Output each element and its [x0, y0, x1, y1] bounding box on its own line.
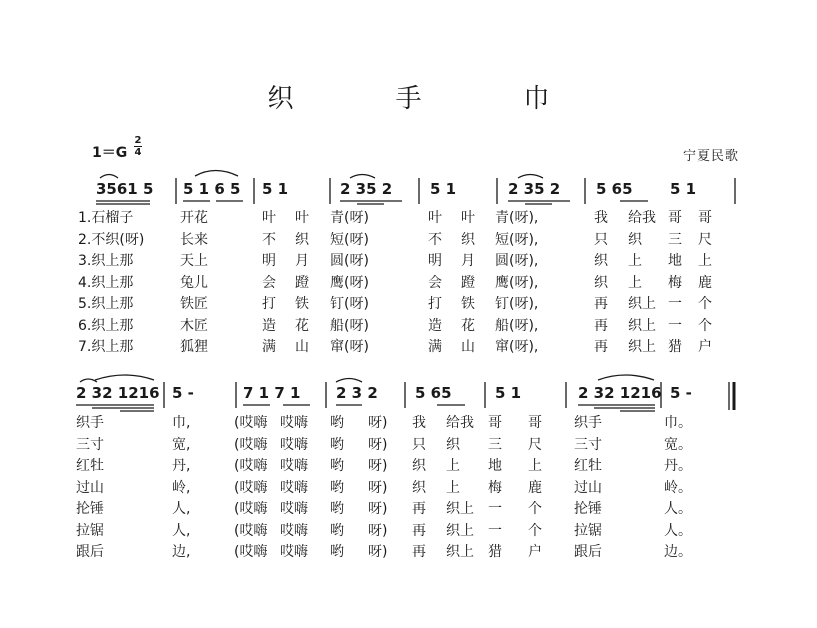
lyric-syllable: 哎嗨	[280, 522, 308, 539]
lyric-syllable: 上	[446, 458, 460, 474]
lyric-syllable: 呀)	[368, 522, 388, 539]
key-signature: 1＝G	[92, 145, 128, 161]
lyric-syllable: 上	[698, 253, 712, 269]
lyric-syllable: 哟	[330, 458, 344, 474]
lyric-syllable: 个	[528, 501, 542, 517]
lyric-syllable: 5.织上那	[78, 296, 134, 312]
lyric-syllable: 只	[594, 231, 608, 248]
song-title: 织 手 巾	[267, 84, 588, 114]
time-signature-bottom: 4	[134, 147, 142, 158]
lyric-syllable: 鹿	[528, 479, 542, 496]
lyric-syllable: 会	[428, 274, 442, 291]
lyric-syllable: 织	[461, 231, 475, 248]
lyric-syllable: 不	[428, 231, 442, 248]
lyric-syllable: 造	[262, 317, 276, 334]
lyric-syllable: 跟后	[76, 544, 104, 560]
lyric-syllable: 猎	[668, 339, 682, 355]
lyric-syllable: 船(呀)	[330, 317, 369, 334]
lyric-syllable: 青(呀)	[330, 210, 369, 226]
lyric-syllable: 猎	[488, 544, 502, 560]
lyric-syllable: 织	[446, 436, 460, 453]
lyric-syllable: 明	[428, 253, 442, 269]
slur	[95, 375, 154, 380]
lyric-syllable: 再	[594, 339, 608, 355]
lyric-syllable: 丹。	[664, 458, 692, 474]
lyric-syllable: 再	[594, 296, 608, 312]
lyric-syllable: 人。	[664, 522, 692, 539]
lyric-syllable: 哎嗨	[280, 544, 308, 560]
lyric-syllable: 船(呀),	[495, 317, 539, 334]
lyric-syllable: 哟	[330, 436, 344, 453]
lyric-syllable: 地	[488, 458, 502, 474]
lyric-syllable: 短(呀)	[330, 231, 369, 248]
lyric-syllable: 梅	[488, 479, 502, 496]
lyric-syllable: 钉(呀),	[495, 296, 539, 312]
lyric-syllable: 过山	[574, 479, 602, 496]
measure: 7 1 7 1	[243, 384, 301, 402]
lyric-syllable: 月	[295, 253, 309, 269]
lyric-syllable: 再	[412, 501, 426, 517]
lyric-syllable: 2.不织(呀)	[78, 231, 145, 248]
measure: 5 65	[415, 384, 452, 402]
lyric-syllable: 哥	[528, 415, 542, 431]
lyric-syllable: 月	[461, 253, 475, 269]
lyric-syllable: 个	[528, 522, 542, 539]
measure: 5 1	[430, 180, 457, 198]
lyric-syllable: 抡锤	[76, 501, 104, 517]
measure: 2 3 2	[336, 384, 378, 402]
lyric-syllable: (哎嗨	[234, 458, 268, 474]
lyric-syllable: 明	[262, 253, 276, 269]
lyric-syllable: 尺	[698, 231, 712, 248]
lyric-syllable: 边,	[172, 544, 191, 560]
lyric-syllable: 一	[488, 501, 502, 517]
lyric-syllable: 织上	[446, 544, 474, 560]
slur	[336, 379, 362, 383]
lyric-syllable: 个	[698, 317, 712, 334]
lyric-syllable: 打	[428, 296, 442, 312]
lyric-syllable: 哟	[330, 479, 344, 496]
lyric-syllable: 铁	[295, 296, 309, 312]
lyric-syllable: 长来	[180, 231, 208, 248]
lyric-syllable: 造	[428, 317, 442, 334]
lyric-syllable: 呀)	[368, 436, 388, 453]
lyric-syllable: 织	[412, 479, 426, 496]
lyric-syllable: 再	[412, 544, 426, 560]
lyric-syllable: 三	[668, 231, 682, 248]
lyric-syllable: 织手	[574, 415, 602, 431]
slur	[195, 171, 238, 177]
lyric-syllable: 岭。	[664, 479, 692, 496]
lyric-syllable: 丹,	[172, 458, 191, 474]
lyric-syllable: 叶	[428, 210, 442, 226]
lyric-syllable: 三寸	[574, 436, 602, 453]
lyric-syllable: 叶	[262, 210, 276, 226]
lyric-syllable: 上	[628, 253, 642, 269]
lyric-syllable: 叶	[461, 210, 475, 226]
slur	[80, 379, 97, 382]
slur	[350, 175, 375, 179]
lyric-syllable: 哥	[668, 210, 682, 226]
lyric-syllable: 4.织上那	[78, 274, 134, 291]
lyric-syllable: 1.石榴子	[78, 210, 134, 226]
lyric-syllable: 青(呀),	[495, 210, 539, 226]
measure: 5 1	[495, 384, 522, 402]
slur	[518, 175, 543, 179]
lyric-syllable: 织	[628, 231, 642, 248]
measure: 2 32 1216	[578, 384, 662, 402]
lyric-syllable: 宽。	[664, 436, 692, 453]
lyric-syllable: 人,	[172, 522, 191, 539]
lyric-syllable: 边。	[664, 544, 692, 560]
lyric-syllable: 打	[262, 296, 276, 312]
lyric-syllable: 抡锤	[574, 501, 602, 517]
lyric-syllable: 一	[668, 296, 682, 312]
lyric-syllable: 只	[412, 436, 426, 453]
measure: 2 32 1216	[76, 384, 160, 402]
lyric-syllable: 窜(呀)	[330, 339, 369, 355]
lyric-syllable: 织	[594, 253, 608, 269]
lyric-syllable: 窜(呀),	[495, 339, 539, 355]
slur	[598, 375, 654, 380]
lyric-syllable: 织上	[628, 339, 656, 355]
lyric-syllable: 户	[528, 544, 542, 560]
lyric-syllable: 哥	[488, 415, 502, 431]
lyric-syllable: 给我	[628, 210, 656, 226]
lyric-syllable: 呀)	[368, 544, 388, 560]
lyric-syllable: 三寸	[76, 436, 104, 453]
lyric-syllable: 上	[528, 458, 542, 474]
lyric-syllable: 我	[412, 415, 426, 431]
lyric-syllable: 红牡	[574, 458, 602, 474]
lyric-syllable: 红牡	[76, 458, 104, 474]
lyric-syllable: 宽,	[172, 436, 191, 453]
lyric-syllable: 给我	[446, 415, 474, 431]
lyric-syllable: (哎嗨	[234, 501, 268, 517]
time-signature-top: 2	[134, 135, 142, 146]
lyric-syllable: 呀)	[368, 458, 388, 474]
song-source: 宁夏民歌	[683, 149, 740, 164]
lyric-syllable: 山	[295, 339, 309, 355]
lyric-syllable: 三	[488, 436, 502, 453]
lyric-syllable: 拉锯	[574, 522, 602, 539]
measure: 5 1 6 5	[183, 180, 241, 198]
lyric-syllable: 织上	[446, 522, 474, 539]
lyric-syllable: 我	[594, 210, 608, 226]
lyric-syllable: 上	[628, 274, 642, 291]
lyric-syllable: 鹰(呀),	[495, 274, 539, 291]
lyric-syllable: 花	[295, 317, 309, 334]
lyric-syllable: 蹬	[461, 274, 475, 291]
lyric-syllable: (哎嗨	[234, 479, 268, 496]
lyric-syllable: 3.织上那	[78, 253, 134, 269]
lyric-syllable: 哎嗨	[280, 501, 308, 517]
measure: 3561 5	[96, 180, 154, 198]
lyric-syllable: 7.织上那	[78, 339, 134, 355]
lyric-syllable: 人,	[172, 501, 191, 517]
lyric-syllable: 呀)	[368, 501, 388, 517]
lyric-syllable: 哎嗨	[280, 479, 308, 496]
lyric-syllable: 巾。	[664, 415, 692, 431]
measure: 2 35 2	[508, 180, 561, 198]
lyric-syllable: (哎嗨	[234, 436, 268, 453]
lyric-syllable: 满	[262, 339, 276, 355]
measure: 5 1	[262, 180, 289, 198]
lyric-syllable: 哟	[330, 544, 344, 560]
lyric-syllable: 地	[668, 253, 682, 269]
lyric-syllable: 鹰(呀)	[330, 274, 369, 291]
measure: 5 -	[172, 384, 194, 402]
lyric-syllable: 再	[412, 522, 426, 539]
lyric-syllable: 织上	[446, 501, 474, 517]
lyric-syllable: 个	[698, 296, 712, 312]
lyric-syllable: 不	[262, 231, 276, 248]
lyric-syllable: (哎嗨	[234, 415, 268, 431]
lyric-syllable: 哟	[330, 522, 344, 539]
measure: 5 65	[596, 180, 633, 198]
lyric-syllable: (哎嗨	[234, 544, 268, 560]
lyric-syllable: 岭,	[172, 479, 191, 496]
lyric-syllable: 开花	[180, 210, 208, 226]
lyric-syllable: 织手	[76, 415, 104, 431]
lyric-syllable: 织上	[628, 317, 656, 334]
lyric-syllable: 短(呀),	[495, 231, 539, 248]
lyric-syllable: 一	[488, 522, 502, 539]
lyric-syllable: 铁	[461, 296, 475, 312]
lyric-syllable: 织	[594, 274, 608, 291]
lyric-syllable: 蹬	[295, 274, 309, 291]
lyric-syllable: 木匠	[180, 317, 208, 334]
lyric-syllable: 一	[668, 317, 682, 334]
measure: 5 -	[670, 384, 692, 402]
lyric-syllable: 天上	[180, 253, 208, 269]
lyric-syllable: 圆(呀),	[495, 253, 539, 269]
lyric-syllable: 山	[461, 339, 475, 355]
measure: 2 35 2	[340, 180, 393, 198]
lyric-syllable: 上	[446, 479, 460, 496]
lyric-syllable: 哎嗨	[280, 458, 308, 474]
lyric-syllable: 哟	[330, 415, 344, 431]
lyric-syllable: 会	[262, 274, 276, 291]
lyric-syllable: 尺	[528, 436, 542, 453]
lyric-syllable: 钉(呀)	[330, 296, 369, 312]
lyric-syllable: 鹿	[698, 274, 712, 291]
lyric-syllable: 户	[698, 339, 712, 355]
lyric-syllable: 哥	[698, 210, 712, 226]
lyric-syllable: 哎嗨	[280, 436, 308, 453]
lyric-syllable: 叶	[295, 210, 309, 226]
measure: 5 1	[670, 180, 697, 198]
slur	[100, 175, 118, 179]
lyric-syllable: 满	[428, 339, 442, 355]
lyric-syllable: 呀)	[368, 415, 388, 431]
lyric-syllable: 梅	[668, 274, 682, 291]
lyric-syllable: 呀)	[368, 479, 388, 496]
lyric-syllable: 兔儿	[180, 274, 208, 291]
lyric-syllable: 织	[295, 231, 309, 248]
lyric-syllable: 狐狸	[180, 339, 208, 355]
lyric-syllable: 花	[461, 317, 475, 334]
lyric-syllable: 巾,	[172, 415, 191, 431]
lyric-syllable: 织上	[628, 296, 656, 312]
lyric-syllable: 再	[594, 317, 608, 334]
lyric-syllable: 过山	[76, 479, 104, 496]
lyric-syllable: (哎嗨	[234, 522, 268, 539]
lyric-syllable: 圆(呀)	[330, 253, 369, 269]
lyric-syllable: 人。	[664, 501, 692, 517]
lyric-syllable: 跟后	[574, 544, 602, 560]
lyric-syllable: 6.织上那	[78, 317, 134, 334]
lyric-syllable: 哎嗨	[280, 415, 308, 431]
lyric-syllable: 哟	[330, 501, 344, 517]
lyric-syllable: 织	[412, 458, 426, 474]
lyric-syllable: 铁匠	[180, 296, 208, 312]
lyric-syllable: 拉锯	[76, 522, 104, 539]
